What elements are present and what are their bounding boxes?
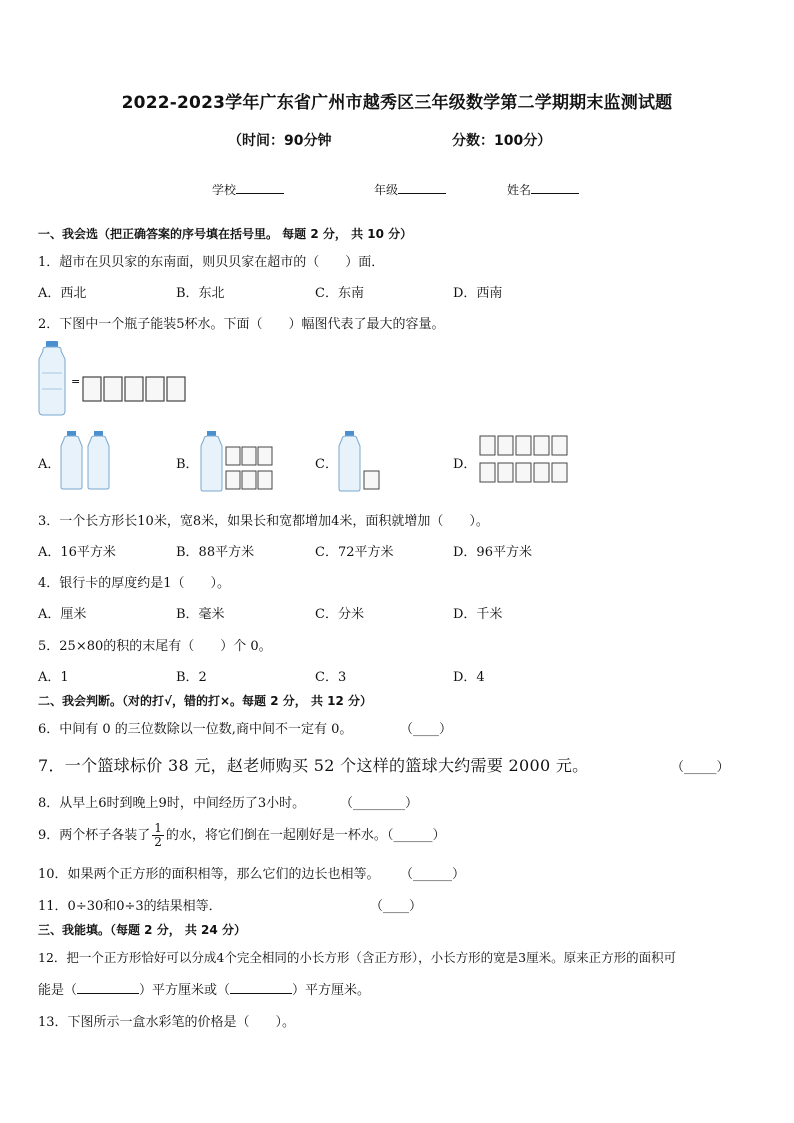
- school-blank: [236, 182, 284, 194]
- q9-text-before: 9．两个杯子各装了: [38, 828, 151, 843]
- q5-option-b: B．2: [176, 670, 207, 685]
- section-3-heading: 三、我能填。（每题 2 分， 共 24 分）: [38, 923, 246, 937]
- q3-option-c: C．72平方米: [315, 545, 394, 560]
- q2-option-a-figure: [60, 431, 110, 491]
- q5-option-a: A．1: [38, 670, 69, 685]
- q2-option-d-figure: [480, 436, 575, 488]
- section-2-heading: 二、我会判断。（对的打√，错的打×。每题 2 分， 共 12 分）: [38, 694, 372, 708]
- bottle-icon: [39, 341, 65, 415]
- grade-label: 年级: [374, 183, 399, 197]
- q12-text-b: ）平方厘米或（: [139, 983, 231, 998]
- question-3: 3．一个长方形长10米，宽8米，如果长和宽都增加4米，面积就增加（ ）。: [38, 514, 489, 529]
- question-10: 10．如果两个正方形的面积相等，那么它们的边长也相等。: [38, 867, 380, 882]
- cup-grid: [480, 436, 567, 482]
- name-label: 姓名: [507, 183, 532, 197]
- equals-sign: =: [71, 375, 81, 388]
- q9-text-after: 的水，将它们倒在一起刚好是一杯水。: [165, 828, 387, 843]
- bottle-icon: [201, 431, 222, 491]
- exam-score: 分数：100分）: [452, 133, 552, 149]
- q2-option-c-label: C．: [315, 457, 338, 472]
- question-5: 5．25×80的积的末尾有（ ）个 0。: [38, 639, 272, 654]
- question-12-line-1: 12．把一个正方形恰好可以分成4个完全相同的小长方形（含正方形），小长方形的宽是3厘米。原来正方形的面积可: [38, 950, 677, 965]
- q9-answer-blank[interactable]: （______）: [386, 828, 446, 843]
- q1-option-c: C．东南: [315, 286, 364, 301]
- page-title: 2022-2023学年广东省广州市越秀区三年级数学第二学期期末监测试题: [121, 93, 673, 113]
- q10-answer-blank[interactable]: （______）: [400, 867, 466, 882]
- q4-option-a: A．厘米: [38, 607, 87, 622]
- q12-answer-blank-1[interactable]: [77, 981, 139, 994]
- school-label: 学校: [212, 183, 237, 197]
- q3-option-d: D．96平方米: [453, 545, 532, 560]
- q5-option-d: D．4: [453, 670, 485, 685]
- q12-text-a: 能是（: [38, 983, 78, 998]
- q12-answer-blank-2[interactable]: [230, 981, 292, 994]
- q11-answer-blank[interactable]: （____）: [370, 899, 423, 914]
- cup-row: [83, 377, 185, 401]
- bottle-icon: [88, 431, 109, 489]
- grade-blank: [398, 182, 446, 194]
- q3-option-b: B．88平方米: [176, 545, 255, 560]
- question-7: 7．一个篮球标价 38 元，赵老师购买 52 个这样的篮球大约需要 2000 元。: [38, 756, 589, 775]
- cup-icon: [364, 471, 379, 489]
- cup-grid: [226, 447, 272, 489]
- question-4: 4．银行卡的厚度约是1（ ）。: [38, 576, 231, 591]
- question-6: 6．中间有 0 的三位数除以一位数,商中间不一定有 0。: [38, 722, 353, 737]
- q2-option-a-label: A．: [38, 457, 61, 472]
- q1-option-a: A．西北: [38, 286, 87, 301]
- grade-field: [374, 181, 446, 198]
- q5-option-c: C．3: [315, 670, 347, 685]
- question-1: 1．超市在贝贝家的东南面，则贝贝家在超市的（ ）面．: [38, 255, 385, 270]
- q3-option-a: A．16平方米: [38, 545, 116, 560]
- question-2: 2．下图中一个瓶子能装5杯水。下面（ ）幅图代表了最大的容量。: [38, 317, 445, 332]
- q2-reference-figure: [38, 341, 198, 417]
- q1-option-b: B．东北: [176, 286, 225, 301]
- question-12-line-2: [38, 979, 370, 998]
- fraction-numerator: 1: [154, 821, 162, 835]
- q2-option-c-figure: [338, 431, 388, 493]
- q4-option-b: B．毫米: [176, 607, 225, 622]
- section-1-heading: 一、我会选（把正确答案的序号填在括号里。 每题 2 分， 共 10 分）: [38, 227, 413, 241]
- fraction-denominator: 2: [154, 835, 162, 849]
- name-field: [507, 181, 579, 198]
- q2-option-b-label: B．: [176, 457, 199, 472]
- fraction-one-half: [152, 822, 164, 849]
- question-9: [38, 822, 445, 849]
- exam-time: （时间：90分钟: [228, 133, 332, 149]
- question-11: 11．0÷30和0÷3的结果相等．: [38, 899, 222, 914]
- q2-option-b-figure: [200, 431, 280, 493]
- name-blank: [531, 182, 579, 194]
- q2-option-d-label: D．: [453, 457, 477, 472]
- q4-option-c: C．分米: [315, 607, 364, 622]
- q12-text-c: ）平方厘米。: [292, 983, 371, 998]
- question-13: 13．下图所示一盒水彩笔的价格是（ ）。: [38, 1015, 296, 1030]
- q6-answer-blank[interactable]: （____）: [400, 722, 453, 737]
- q7-answer-blank[interactable]: （_____）: [671, 760, 730, 775]
- q4-option-d: D．千米: [453, 607, 503, 622]
- q1-option-d: D．西南: [453, 286, 503, 301]
- q8-answer-blank[interactable]: （________）: [340, 796, 419, 811]
- question-8: 8．从早上6时到晚上9时，中间经历了3小时。: [38, 796, 306, 811]
- bottle-icon: [339, 431, 360, 491]
- bottle-icon: [61, 431, 82, 489]
- school-field: [212, 181, 284, 198]
